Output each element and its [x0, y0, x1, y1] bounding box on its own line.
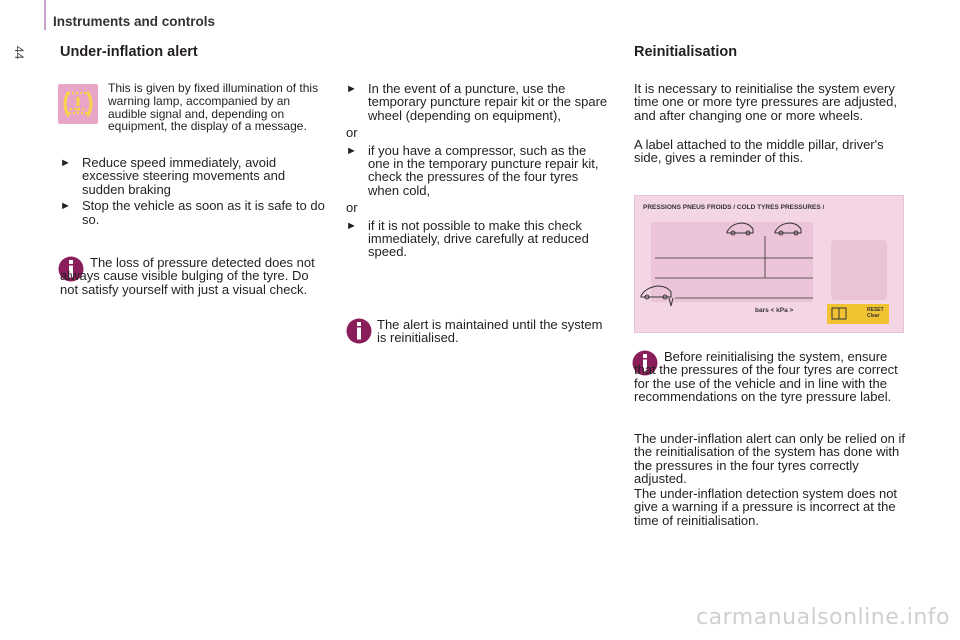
list-item: ► In the event of a puncture, use the temporary puncture repair kit or the spare wheel (depending on equipment), [346, 81, 608, 123]
bullet-arrow-icon: ► [346, 219, 357, 232]
list-item: ► Stop the vehicle as soon as it is safe to do so. [60, 198, 325, 227]
under-inflation-title: Under-inflation alert [60, 44, 198, 60]
reset-text: RESET Clear [867, 307, 884, 319]
list-item: ► if you have a compressor, such as the one in the temporary puncture repair kit, check the pressures of the four tyres when cold, [346, 142, 599, 198]
tyre-pressure-warning-icon [58, 84, 98, 124]
reinit-paragraph: The under-inflation detection system does not give a warning if a pressure is incorrect at the time of reinitialisation. [634, 486, 898, 528]
reinitialisation-title: Reinitialisation [634, 44, 738, 60]
list-item: ► Reduce speed immediately, avoid excessive steering movements and sudden braking [60, 155, 286, 197]
reinit-paragraph: The under-inflation alert can only be relied on if the reinitialisation of the system has done with the pressures in the four tyres correctly adjusted. [634, 431, 905, 487]
right-note: Before reinitialising the system, ensure that the pressures of the four tyres are correct for the use of the vehicle and in line with the recommendations on the tyre pressure label. [634, 349, 898, 405]
middle-note: The alert is maintained until the system is reinitialised. [377, 317, 603, 346]
header-accent-bar [44, 0, 46, 30]
reinit-paragraph: It is necessary to reinitialise the system every time one or more tyre pressures are adjusted, and after changing one or more wheels. [634, 81, 898, 123]
or-separator: or [346, 125, 358, 141]
page-number: 44 [12, 46, 26, 60]
bullet-arrow-icon: ► [60, 200, 71, 213]
or-separator: or [346, 200, 358, 216]
info-icon [346, 318, 372, 344]
bullet-arrow-icon: ► [346, 144, 357, 157]
watermark: carmanualsonline.info [696, 605, 950, 630]
left-note: The loss of pressure detected does not always cause visible bulging of the tyre. Do not satisfy yourself with just a visual check. [60, 255, 315, 297]
bullet-arrow-icon: ► [60, 157, 71, 169]
list-item: ► if it is not possible to make this check immediately, drive carefully at reduced speed. [346, 217, 589, 260]
reinit-paragraph: A label attached to the middle pillar, driver's side, gives a reminder of this. [634, 137, 884, 166]
tyre-pressure-label [634, 195, 904, 333]
section-header: Instruments and controls [53, 14, 216, 29]
label-units: bars < kPa > [755, 307, 794, 314]
warning-intro: This is given by fixed illumination of this warning lamp, accompanied by an audible signal and, depending on equipment, the display of a message. [108, 81, 319, 134]
bullet-arrow-icon: ► [346, 83, 357, 95]
label-heading: PRESSIONS PNEUS FROIDS / COLD TYRES PRESSURES / [643, 204, 825, 211]
